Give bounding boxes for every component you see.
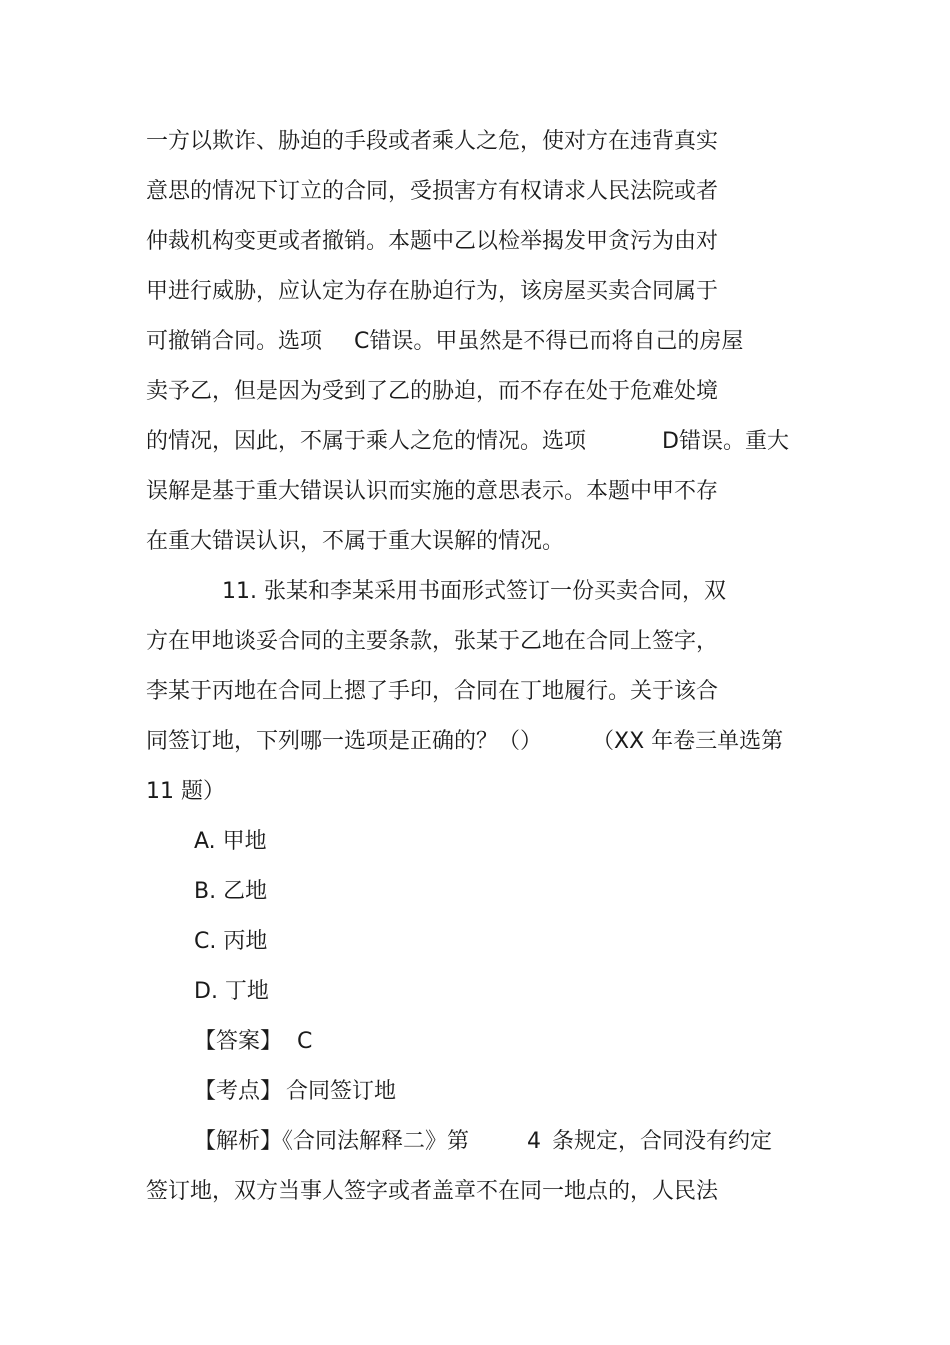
text-segment: 误解是基于重大错误认识而实施的意思表示。本题中甲不存 [146,479,719,504]
analysis-text: 条规定，合同没有约定 [552,1129,773,1154]
text-segment: D错误。重大 [662,429,789,454]
text-segment: 意思的情况下订立的合同，受损害方有权请求人民法院或者 [146,179,719,204]
text-segment: 卖予乙，但是因为受到了乙的胁迫，而不存在处于危难处境 [146,379,719,404]
text-segment: 可撤销合同。选项 [146,329,323,354]
text-segment: 甲进行威胁，应认定为存在胁迫行为，该房屋买卖合同属于 [146,279,719,304]
question-text: 11 题） [146,779,225,804]
text-segment: 一方以欺诈、胁迫的手段或者乘人之危，使对方在违背真实 [146,129,719,154]
answer-label: 【答案】 [194,1029,283,1054]
analysis-text: 签订地，双方当事人签字或者盖章不在同一地点的，人民法 [146,1179,719,1204]
option-text: A. 甲地 [194,829,267,854]
option-text: D. 丁地 [194,979,269,1004]
point-value: 合同签订地 [286,1079,397,1104]
question-source: （XX 年卷三单选第 [592,729,784,754]
question-text: 方在甲地谈妥合同的主要条款，张某于乙地在合同上签字， [146,629,719,654]
question-text: 11. 张某和李某采用书面形式签订一份买卖合同，双 [222,579,726,604]
text-segment: 在重大错误认识，不属于重大误解的情况。 [146,529,565,554]
point-label: 【考点】 [194,1079,283,1104]
analysis-line [0,1177,719,1267]
text-segment: C错误。甲虽然是不得已而将自己的房屋 [354,329,744,354]
analysis-text: 4 [527,1129,541,1154]
text-segment: 的情况，因此，不属于乘人之危的情况。选项 [146,429,587,454]
question-text: 李某于丙地在合同上摁了手印，合同在丁地履行。关于该合 [146,679,719,704]
option-text: B. 乙地 [194,879,268,904]
answer-value: C [297,1029,313,1054]
question-text: 同签订地，下列哪一选项是正确的？（） [146,729,543,754]
text-segment: 仲裁机构变更或者撤销。本题中乙以检举揭发甲贪污为由对 [146,229,719,254]
analysis-text: 【解析】《合同法解释二》第 [194,1129,470,1154]
option-text: C. 丙地 [194,929,268,954]
